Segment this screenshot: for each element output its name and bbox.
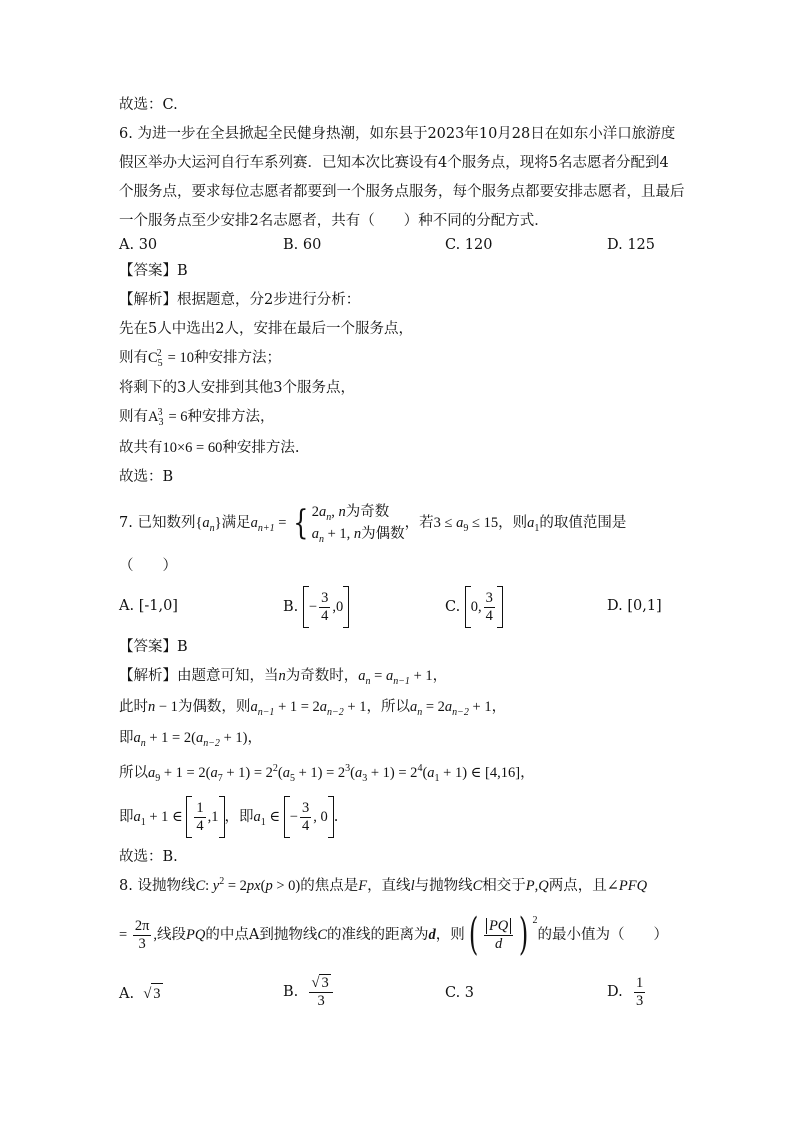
q6-solution-3: 则有$C_5^2 = 10$种安排方法；: [119, 348, 281, 369]
q6-option-b: B. 60: [283, 237, 322, 253]
q7-option-b: B. − $\frac{3}{4}$ ,0: [283, 586, 349, 628]
q6-stem-line-1: 6. 为进一步在全县掀起全民健身热潮，如东县于2023年10月28日在如东小洋口旅游度: [119, 126, 676, 142]
q6-stem-line-2: 假区举办大运河自行车系列赛．已知本次比赛设有4个服务点，现将5名志愿者分配到4: [119, 155, 669, 171]
q7-option-c: C. 0, $\frac{3}{4}$: [445, 586, 503, 628]
q8-option-d: D. $\frac{1}{3}$: [607, 974, 644, 1009]
q6-option-c: C. 120: [445, 237, 493, 253]
q8-stem-line-1: 8. 设抛物线C: $y^2 = 2px(p > 0)$的焦点是F，直线l与抛物线C相交于P,Q两点，且∠PFQ: [119, 876, 648, 894]
q6-answer: 【答案】B: [119, 263, 188, 279]
q6-solution-2: 先在5人中选出2人，安排在最后一个服务点，: [119, 321, 413, 337]
q6-option-a: A. 30: [119, 237, 158, 253]
q7-option-d: D. [0,1]: [607, 598, 662, 614]
q6-solution-1: 【解析】根据题意，分2步进行分析：: [119, 292, 361, 308]
q6-stem-line-3: 个服务点，要求每位志愿者都要到一个服务点服务，每个服务点都要安排志愿者，且最后: [119, 184, 685, 200]
q8-option-a: A. √ 3: [119, 983, 163, 1004]
q6-solution-6: 故共有10×6 = 60种安排方法.: [119, 440, 300, 456]
q6-stem-line-4: 一个服务点至少安排2名志愿者，共有（ ）种不同的分配方式．: [119, 213, 549, 229]
q7-solution-3: 即$a_n + 1 = 2(a_{n-2} + 1)$，: [119, 730, 262, 749]
q6-selection: 故选：B: [119, 469, 174, 485]
q7-option-a: A. [-1,0]: [119, 598, 178, 614]
q6-solution-4: 将剩下的3人安排到其他3个服务点，: [119, 380, 355, 396]
answer-selection: 故选：C.: [119, 97, 178, 113]
q7-solution-4: 所以$a_9 + 1 = 2(a_7 + 1) = 2^2(a_5 + 1) = 2^3(a_3 + 1) = 2^4(a_1 + 1)$ ∈ [4,16]，: [119, 763, 535, 784]
q8-option-c: C. 3: [445, 985, 475, 1001]
q6-option-d: D. 125: [607, 237, 656, 253]
q8-stem-line-2: = $\frac{2\pi}{3}$ ,线段PQ的中点A到抛物线C的准线的距离为d，则 ( $\frac{PQ}{d}$ ) $^2$ 的最小值为（ ）: [119, 909, 668, 960]
q6-solution-5: 则有$A_3^3 = 6$种安排方法，: [119, 407, 275, 428]
q8-option-b: B. $\frac{√ 3}{3}$: [283, 972, 335, 1012]
q7-selection: 故选：B.: [119, 849, 178, 865]
q7-solution-1: 【解析】由题意可知，当n为奇数时，$a_n = a_{n-1} + 1$，: [119, 668, 448, 687]
q7-solution-5: 即$a_1 + 1$ ∈ $\frac{1}{4}$ ,1 ，即$a_1$ ∈ − $\frac{3}{4}$ , 0 .: [119, 795, 338, 839]
q7-blank: （ ）: [119, 558, 177, 574]
q7-stem: 7. 已知数列$\{a_n\}$满足$a_{n+1}$ = { $2a_n$, n为奇数 $a_n + 1$, n为偶数 ，若$3 \le a_9 \le 15$，则$a_1$的取值范围是: [119, 503, 627, 545]
q7-solution-2: 此时n − 1为偶数，则$a_{n-1} + 1 = 2a_{n-2} + 1$，所以$a_n = 2a_{n-2} + 1$，: [119, 699, 507, 718]
q7-answer: 【答案】B: [119, 639, 188, 655]
